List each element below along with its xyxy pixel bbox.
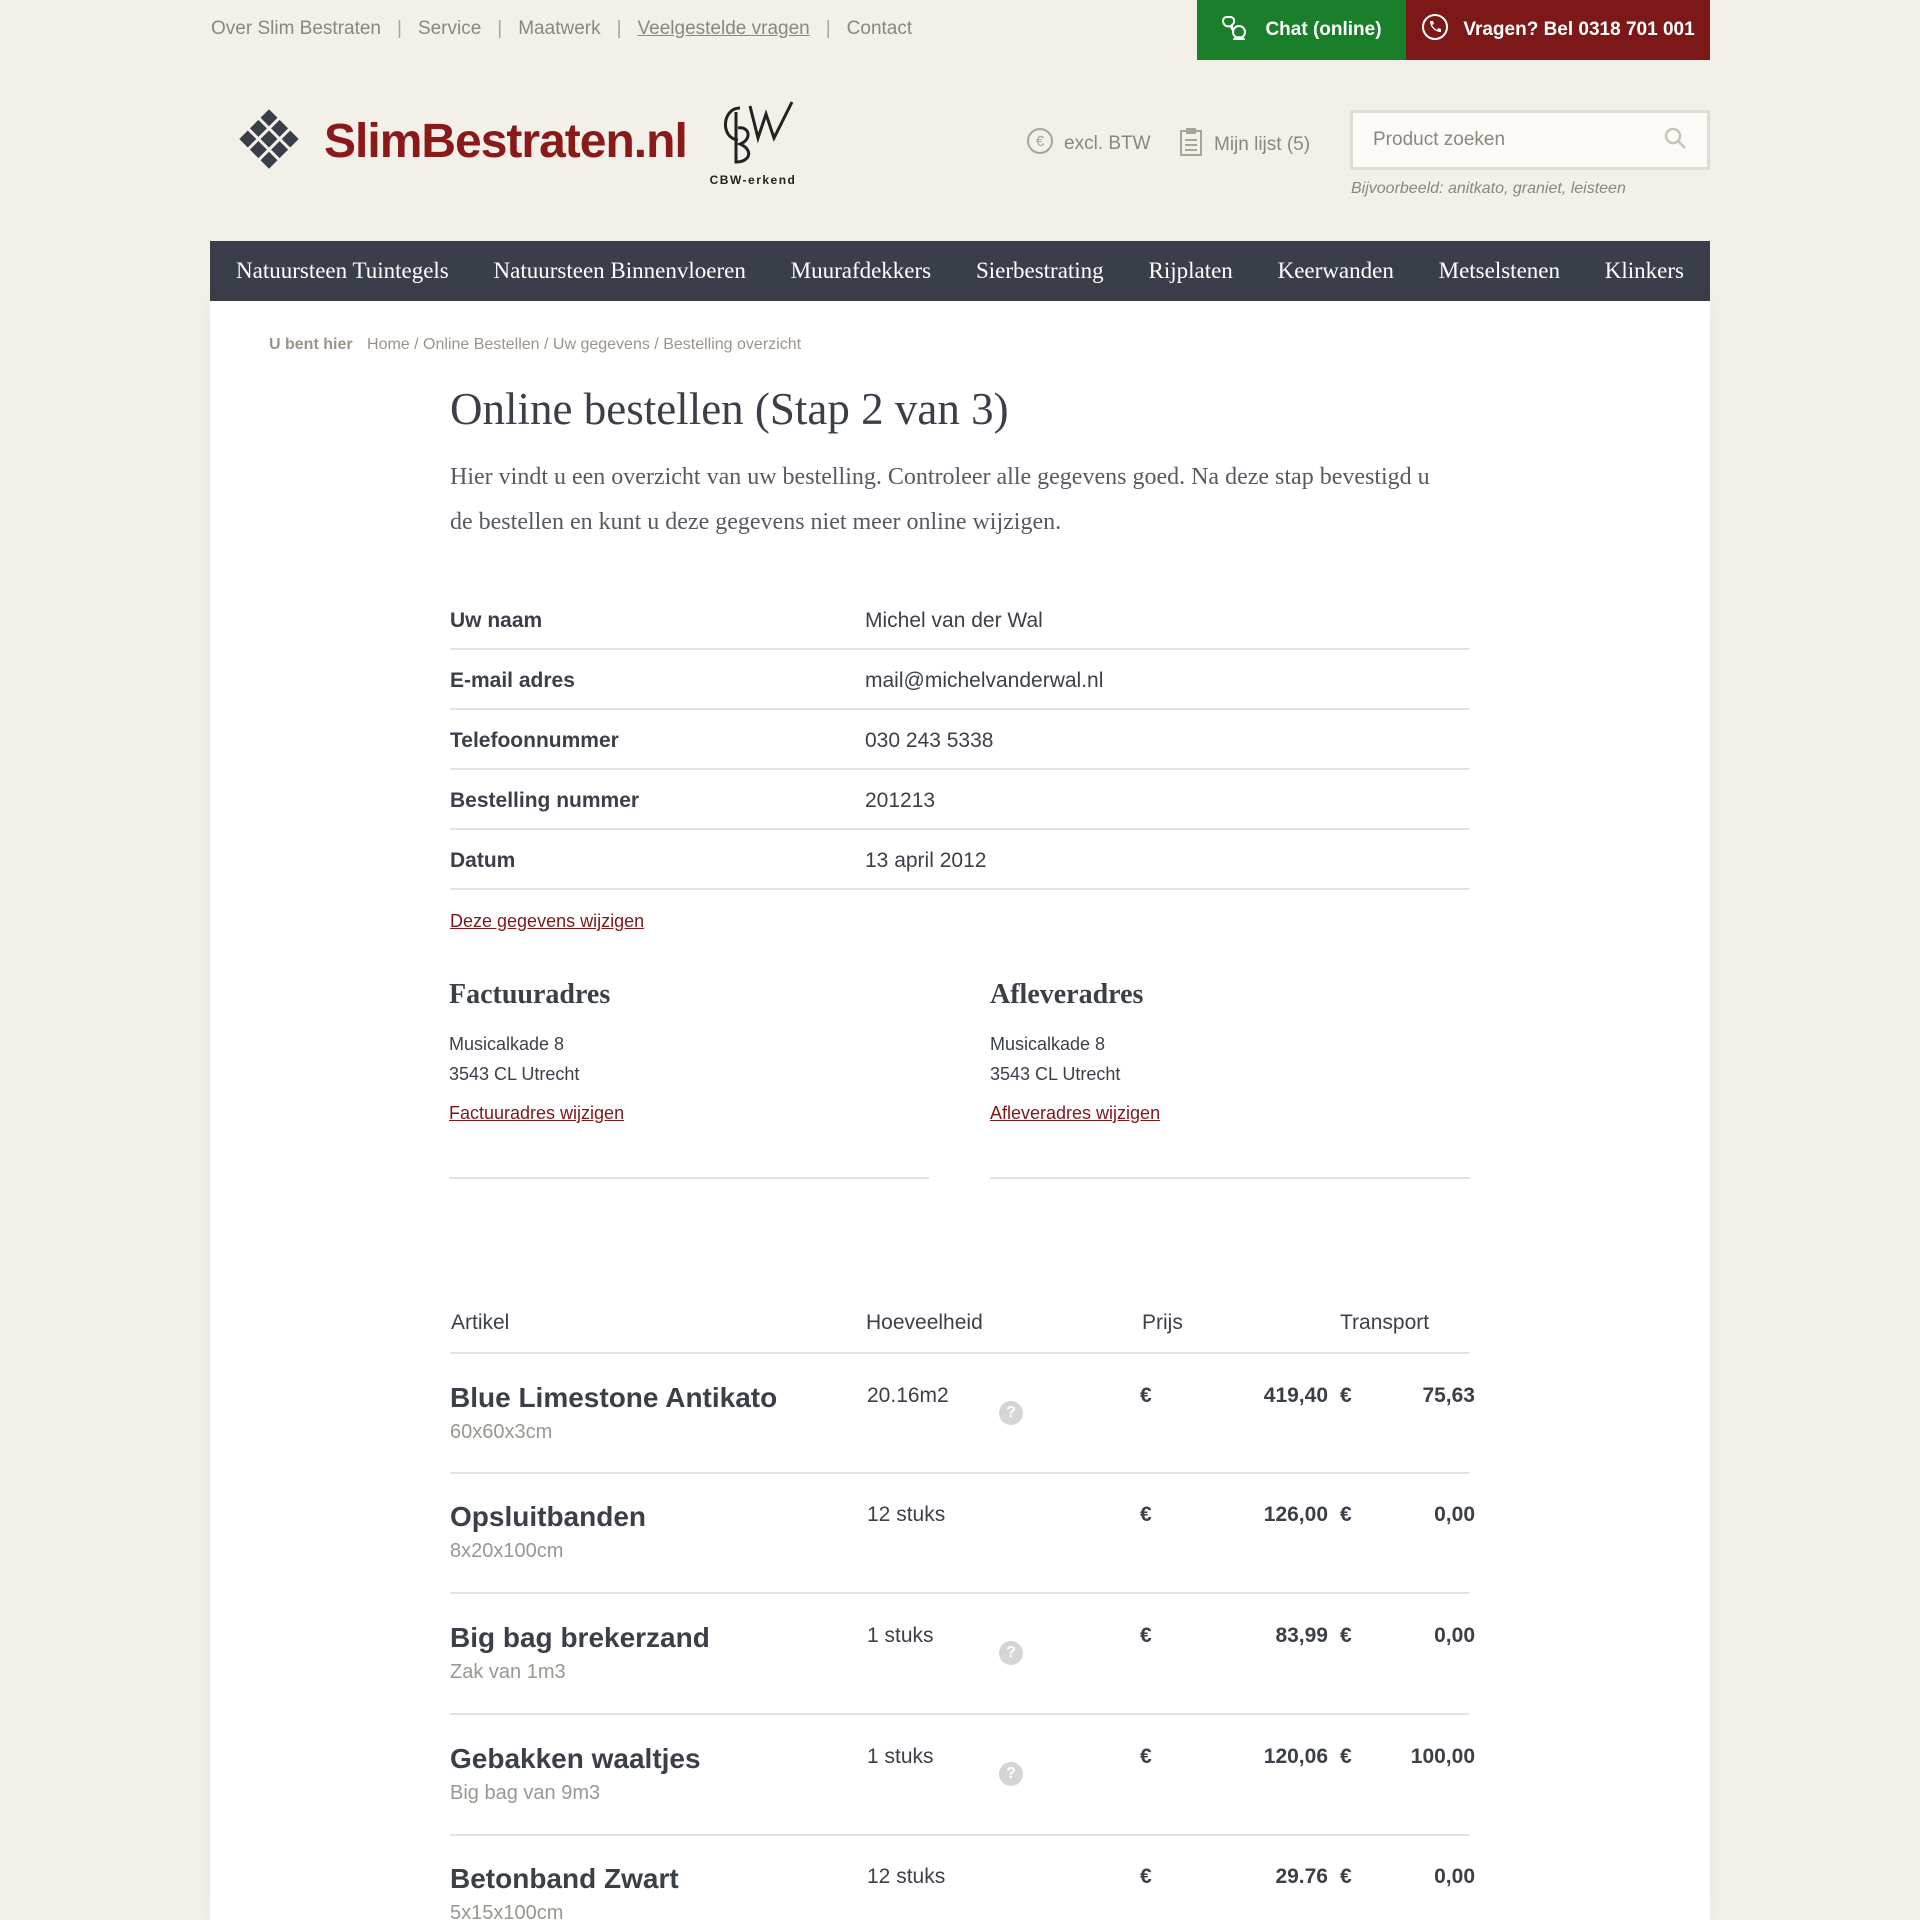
separator: |	[616, 18, 622, 39]
vat-toggle[interactable]	[1026, 127, 1151, 161]
product-quantity: 1 stuks	[867, 1745, 934, 1768]
svg-text:€: €	[1035, 133, 1045, 150]
breadcrumb-online-bestellen[interactable]: Online Bestellen	[423, 336, 540, 353]
info-label: Uw naam	[450, 589, 865, 649]
nav-item-muurafdekkers[interactable]: Muurafdekkers	[790, 258, 932, 283]
nav-item-klinkers[interactable]: Klinkers	[1604, 258, 1684, 283]
currency-symbol: €	[1140, 1745, 1152, 1768]
product-size: Zak van 1m3	[450, 1661, 566, 1683]
product-transport: 0,00	[1434, 1865, 1475, 1888]
product-name: Big bag brekerzand	[450, 1622, 710, 1653]
billing-line-2: 3543 CL Utrecht	[449, 1064, 580, 1084]
chat-label: Chat (online)	[1265, 19, 1382, 40]
col-article: Artikel	[451, 1311, 510, 1334]
cbw-logo-icon	[710, 98, 796, 170]
currency-symbol: €	[1140, 1503, 1152, 1526]
currency-symbol: €	[1140, 1865, 1152, 1888]
info-value: mail@michelvanderwal.nl	[865, 649, 1469, 709]
site-logo[interactable]	[238, 108, 687, 175]
search-hint: Bijvoorbeeld: anitkato, graniet, leisteen	[1351, 180, 1626, 197]
order-row	[450, 1473, 1475, 1593]
nav-item-natuursteen-binnenvloeren[interactable]: Natuursteen Binnenvloeren	[493, 258, 746, 283]
product-size: 5x15x100cm	[450, 1902, 564, 1920]
my-list-label: Mijn lijst (5)	[1214, 134, 1311, 155]
euro-icon	[1026, 127, 1054, 161]
product-transport: 100,00	[1410, 1745, 1475, 1768]
vat-label: excl. BTW	[1064, 133, 1151, 154]
nav-item-metselstenen[interactable]: Metselstenen	[1438, 258, 1560, 283]
table-row	[450, 709, 1469, 769]
product-price: 419,40	[1263, 1384, 1328, 1407]
billing-title: Factuuradres	[449, 979, 611, 1010]
product-name: Betonband Zwart	[450, 1863, 679, 1894]
toplink-maatwerk[interactable]: Maatwerk	[518, 18, 601, 39]
my-list-link[interactable]	[1178, 127, 1310, 163]
product-size: 60x60x3cm	[450, 1421, 553, 1443]
currency-symbol: €	[1340, 1503, 1352, 1526]
table-row	[450, 649, 1469, 709]
product-name: Blue Limestone Antikato	[450, 1382, 778, 1413]
info-label: Datum	[450, 829, 865, 889]
content-panel	[210, 301, 1710, 1920]
breadcrumb-current: Bestelling overzicht	[663, 336, 802, 353]
search-box	[1350, 110, 1710, 170]
billing-address	[449, 979, 929, 1124]
order-row	[450, 1594, 1475, 1714]
product-price: 83,99	[1275, 1624, 1328, 1647]
info-value: Michel van der Wal	[865, 589, 1469, 649]
search-input[interactable]	[1373, 129, 1663, 151]
currency-symbol: €	[1340, 1865, 1352, 1888]
table-row	[450, 769, 1469, 829]
table-row	[450, 589, 1469, 649]
order-row	[450, 1835, 1475, 1920]
help-icon[interactable]: ?	[999, 1762, 1023, 1786]
order-row	[450, 1354, 1475, 1474]
product-transport: 0,00	[1434, 1503, 1475, 1526]
product-transport: 75,63	[1422, 1384, 1475, 1407]
customer-info-table	[450, 589, 1469, 890]
toplink-faq[interactable]: Veelgestelde vragen	[637, 18, 810, 39]
product-price: 29.76	[1275, 1865, 1328, 1888]
product-quantity: 12 stuks	[867, 1865, 946, 1888]
col-quantity: Hoeveelheid	[866, 1311, 983, 1334]
separator: |	[397, 18, 402, 39]
chat-icon	[1221, 14, 1251, 46]
delivery-line-2: 3543 CL Utrecht	[990, 1064, 1121, 1084]
info-label: E-mail adres	[450, 649, 865, 709]
separator: |	[497, 18, 503, 39]
separator: |	[825, 18, 831, 39]
edit-billing-link[interactable]: Factuuradres wijzigen	[449, 1103, 625, 1123]
table-row	[450, 829, 1469, 889]
help-icon[interactable]: ?	[999, 1401, 1023, 1425]
info-value: 201213	[865, 769, 1469, 829]
currency-symbol: €	[1340, 1624, 1352, 1647]
product-size: Big bag van 9m3	[450, 1782, 601, 1804]
divider	[449, 1177, 929, 1179]
edit-details-link[interactable]: Deze gegevens wijzigen	[450, 911, 645, 931]
main-nav	[210, 241, 1710, 301]
toplink-service[interactable]: Service	[417, 18, 482, 39]
nav-item-rijplaten[interactable]: Rijplaten	[1148, 258, 1233, 283]
nav-item-sierbestrating[interactable]: Sierbestrating	[975, 258, 1104, 283]
currency-symbol: €	[1340, 1384, 1352, 1407]
toplink-contact[interactable]: Contact	[846, 18, 913, 39]
delivery-address	[990, 979, 1470, 1124]
logo-text: SlimBestraten.nl	[324, 115, 687, 168]
col-transport: Transport	[1340, 1311, 1430, 1334]
product-quantity: 1 stuks	[867, 1624, 934, 1647]
page-intro: Hier vindt u een overzicht van uw bestelling. Controleer alle gegevens goed. Na deze stap bevestigd u de bestellen en kunt u deze gegevens niet meer online wijzigen.	[450, 464, 1430, 535]
product-name: Opsluitbanden	[450, 1501, 646, 1532]
currency-symbol: €	[1340, 1745, 1352, 1768]
product-size: 8x20x100cm	[450, 1540, 564, 1562]
phone-icon	[1421, 13, 1449, 47]
nav-item-keerwanden[interactable]: Keerwanden	[1277, 258, 1394, 283]
col-price: Prijs	[1142, 1311, 1183, 1334]
order-row	[450, 1715, 1475, 1835]
call-button[interactable]	[1406, 0, 1710, 60]
breadcrumb: U bent hier Home / Online Bestellen / Uw gegevens / Bestelling overzicht	[269, 336, 802, 353]
edit-delivery-link[interactable]: Afleveradres wijzigen	[990, 1103, 1161, 1123]
cbw-badge	[708, 98, 798, 187]
divider	[990, 1177, 1470, 1179]
page-title: Online bestellen (Stap 2 van 3)	[450, 384, 1009, 434]
product-quantity: 20.16m2	[867, 1384, 949, 1407]
delivery-title: Afleveradres	[990, 979, 1144, 1010]
breadcrumb-uw-gegevens[interactable]: Uw gegevens	[552, 336, 650, 353]
clipboard-icon	[1178, 127, 1204, 163]
help-icon[interactable]: ?	[999, 1641, 1023, 1665]
info-label: Telefoonnummer	[450, 709, 865, 769]
info-value: 030 243 5338	[865, 709, 1469, 769]
logo-mark-icon	[238, 108, 300, 175]
billing-line-1: Musicalkade 8	[449, 1034, 565, 1054]
chat-button[interactable]	[1197, 0, 1406, 60]
product-name: Gebakken waaltjes	[450, 1743, 701, 1774]
call-label: Vragen? Bel 0318 701 001	[1463, 19, 1695, 40]
toplink-over[interactable]: Over Slim Bestraten	[211, 18, 381, 39]
product-price: 120,06	[1263, 1745, 1328, 1768]
breadcrumb-label: U bent hier	[269, 336, 353, 353]
currency-symbol: €	[1140, 1624, 1152, 1647]
info-label: Bestelling nummer	[450, 769, 865, 829]
search-icon[interactable]	[1663, 126, 1687, 155]
breadcrumb-home[interactable]: Home	[367, 336, 410, 353]
product-price: 126,00	[1263, 1503, 1328, 1526]
product-transport: 0,00	[1434, 1624, 1475, 1647]
currency-symbol: €	[1140, 1384, 1152, 1407]
order-table-header	[450, 1311, 1469, 1353]
info-value: 13 april 2012	[865, 829, 1469, 889]
cbw-label: CBW-erkend	[709, 173, 797, 187]
nav-item-natuursteen-tuintegels[interactable]: Natuursteen Tuintegels	[236, 258, 449, 283]
top-links	[211, 18, 912, 40]
product-quantity: 12 stuks	[867, 1503, 946, 1526]
delivery-line-1: Musicalkade 8	[990, 1034, 1106, 1054]
